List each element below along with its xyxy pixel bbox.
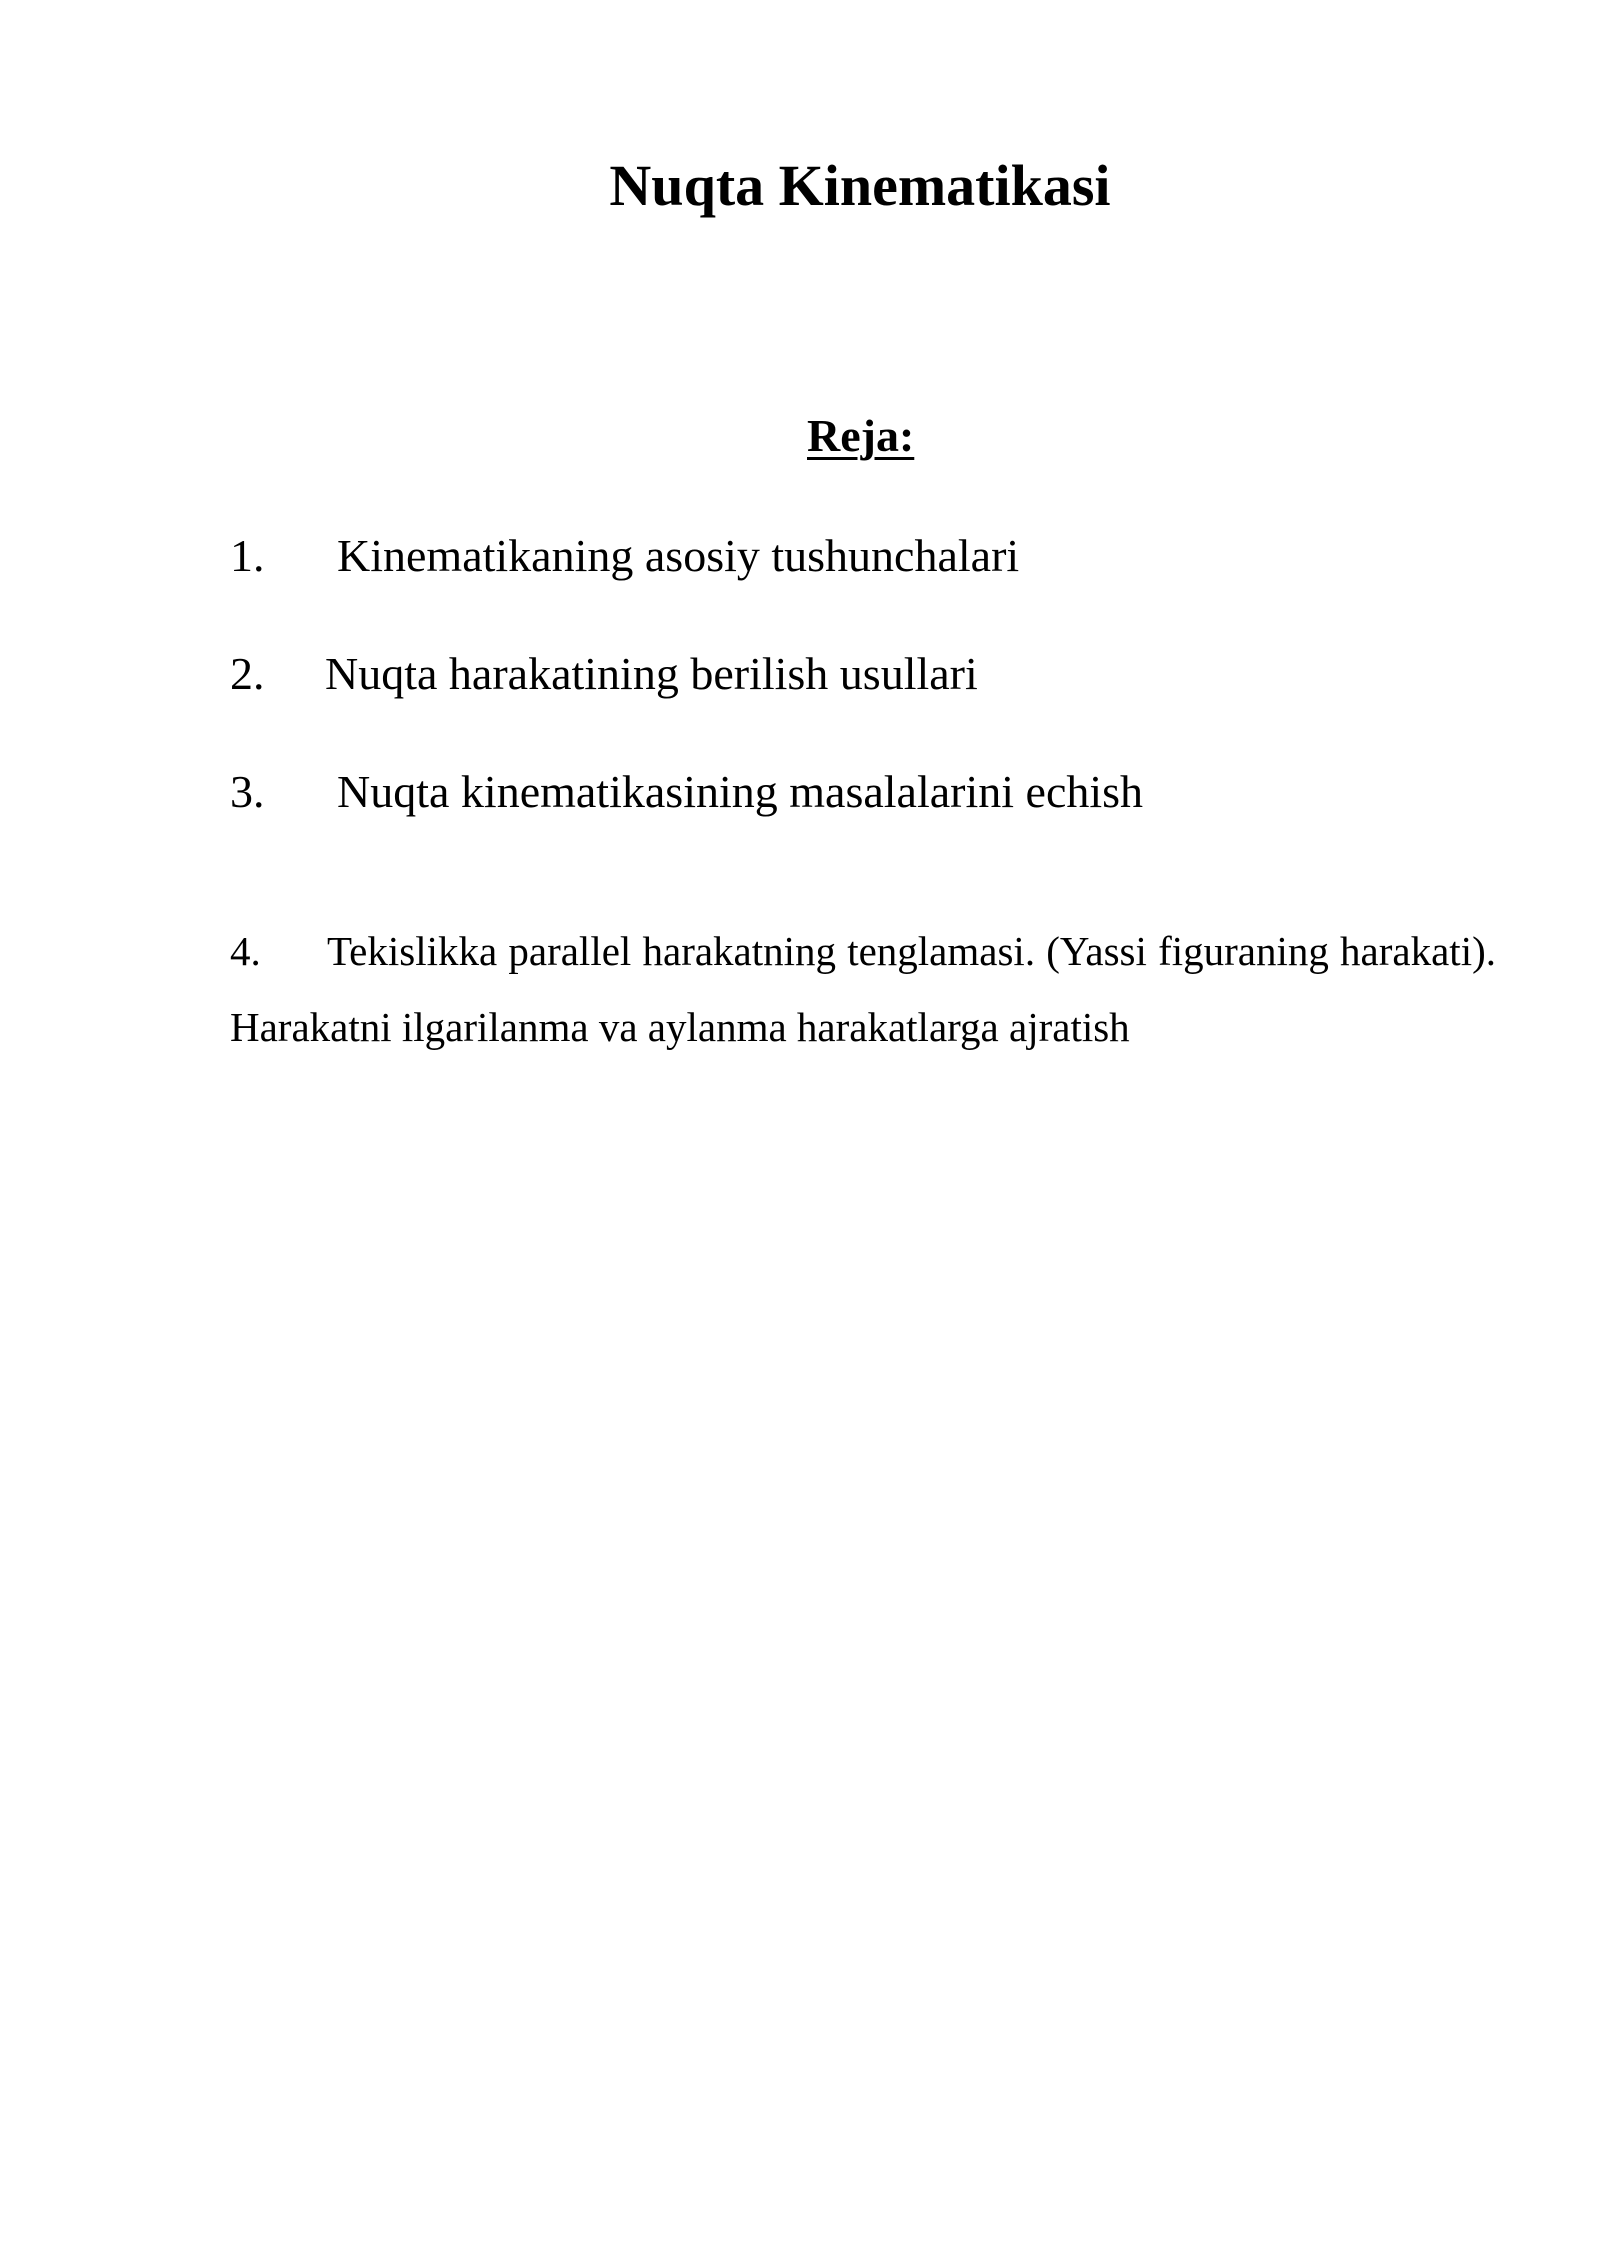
page-title: Nuqta Kinematikasi — [609, 153, 1111, 218]
plan-item-text: Tekislikka parallel harakatning tenglamasi. (Yassi figuraning harakati). Harakatni ilgarilanma va aylanma harakatlarga ajratish — [230, 928, 1496, 1050]
plan-item — [230, 913, 1496, 1065]
plan-item-text: Nuqta kinematikasining masalalarini echish — [337, 766, 1144, 817]
plan-heading: Reja: — [807, 410, 915, 461]
plan-item-number: 3. — [230, 766, 265, 817]
plan-item-number: 4. — [230, 928, 261, 974]
plan-item-number: 2. — [230, 648, 265, 699]
plan-item-number: 1. — [230, 530, 265, 581]
plan-item-text: Nuqta harakatining berilish usullari — [325, 648, 978, 699]
plan-item-text: Kinematikaning asosiy tushunchalari — [337, 530, 1020, 581]
